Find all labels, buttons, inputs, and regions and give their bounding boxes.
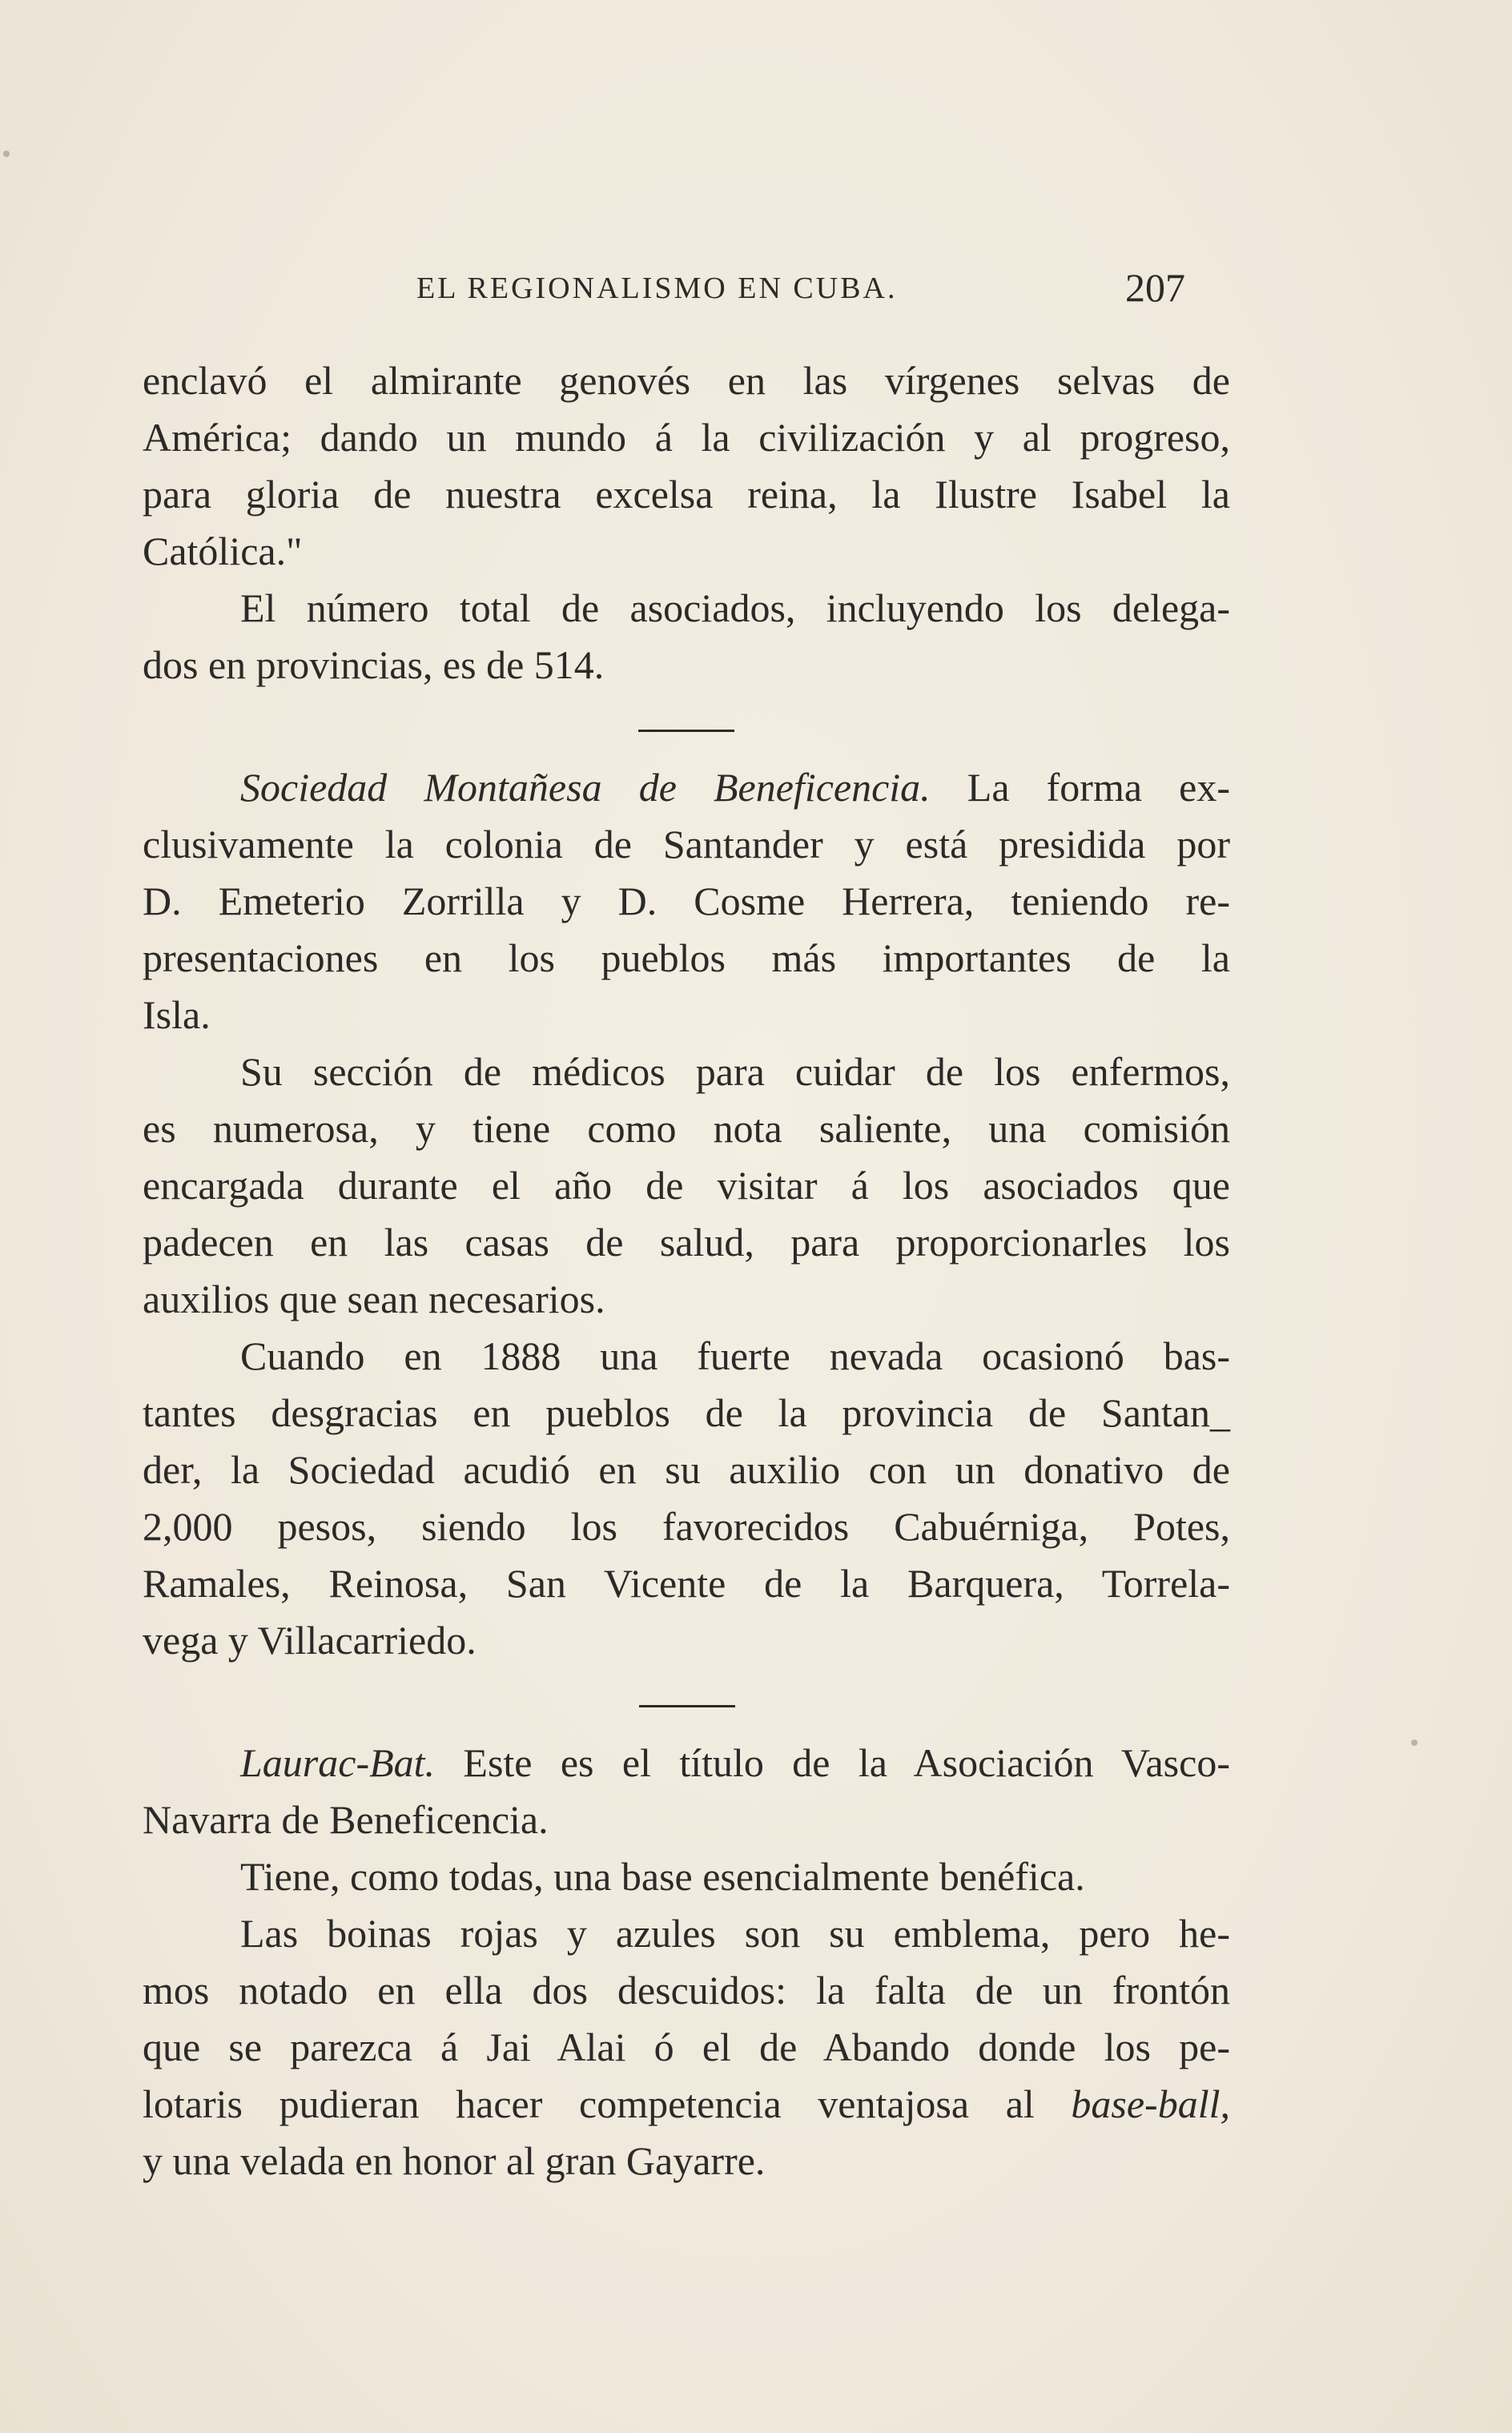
text-line: Católica." [143,529,303,573]
text-line: presentaciones en los pueblos más importantes de la [143,935,1230,980]
text-line: Tiene, como todas, una base esencialmente benéfica. [240,1854,1085,1899]
text-line: y una velada en honor al gran Gayarre. [143,2138,766,2183]
text-line: dos en provincias, es de 514. [143,642,605,687]
text-line: Sociedad Montañesa de Beneficencia. La forma ex- [240,765,1230,810]
body-text [143,352,1230,2190]
text-line: América; dando un mundo á la civilización y al progreso, [143,415,1230,460]
paper-speck [3,151,10,157]
text-line: Ramales, Reinosa, San Vicente de la Barquera, Torrela- [143,1561,1230,1606]
text-line: padecen en las casas de salud, para proporcionarles los [143,1220,1230,1265]
text-line: enclavó el almirante genovés en las vírgenes selvas de [143,358,1230,403]
text-line: es numerosa, y tiene como nota saliente, una comisión [143,1106,1230,1151]
text-line: D. Emeterio Zorrilla y D. Cosme Herrera, teniendo re- [143,879,1230,923]
text-line: mos notado en ella dos descuidos: la falta de un frontón [143,1968,1230,2013]
paper-speck [1411,1739,1418,1746]
text-line: vega y Villacarriedo. [143,1618,477,1663]
text-line: tantes desgracias en pueblos de la provincia de Santan_ [143,1390,1230,1435]
text-line: encargada durante el año de visitar á los asociados que [143,1163,1230,1208]
text-line: auxilios que sean necesarios. [143,1277,605,1321]
section-divider [639,1705,735,1707]
text-line: que se parezca á Jai Alai ó el de Abando donde los pe- [143,2025,1230,2069]
text-line: Cuando en 1888 una fuerte nevada ocasionó bas- [240,1333,1230,1378]
text-line: Laurac-Bat. Este es el título de la Asociación Vasco- [240,1740,1230,1785]
section-title: Sociedad Montañesa de Beneficencia. [240,765,931,810]
text-line: El número total de asociados, incluyendo los delega- [240,585,1230,630]
page-number: 207 [1125,265,1185,310]
text-line: Las boinas rojas y azules son su emblema, pero he- [240,1911,1230,1956]
text-line: Isla. [143,992,211,1037]
page-header [416,264,1185,328]
text-line: 2,000 pesos, siendo los favorecidos Cabuérniga, Potes, [143,1504,1230,1549]
text-line: Su sección de médicos para cuidar de los enfermos, [240,1049,1230,1094]
section-divider [638,730,734,732]
italic-term: base-ball, [1071,2081,1230,2126]
text-line: lotaris pudieran hacer competencia ventajosa al base-ball, [143,2081,1230,2126]
text-line: Navarra de Beneficencia. [143,1797,549,1842]
running-head: EL REGIONALISMO EN CUBA. [416,271,898,305]
text-line: para gloria de nuestra excelsa reina, la Ilustre Isabel la [143,472,1230,517]
section-title: Laurac-Bat. [240,1740,436,1785]
text-line: clusivamente la colonia de Santander y está presidida por [143,822,1230,867]
text-line: der, la Sociedad acudió en su auxilio con un donativo de [143,1447,1230,1492]
